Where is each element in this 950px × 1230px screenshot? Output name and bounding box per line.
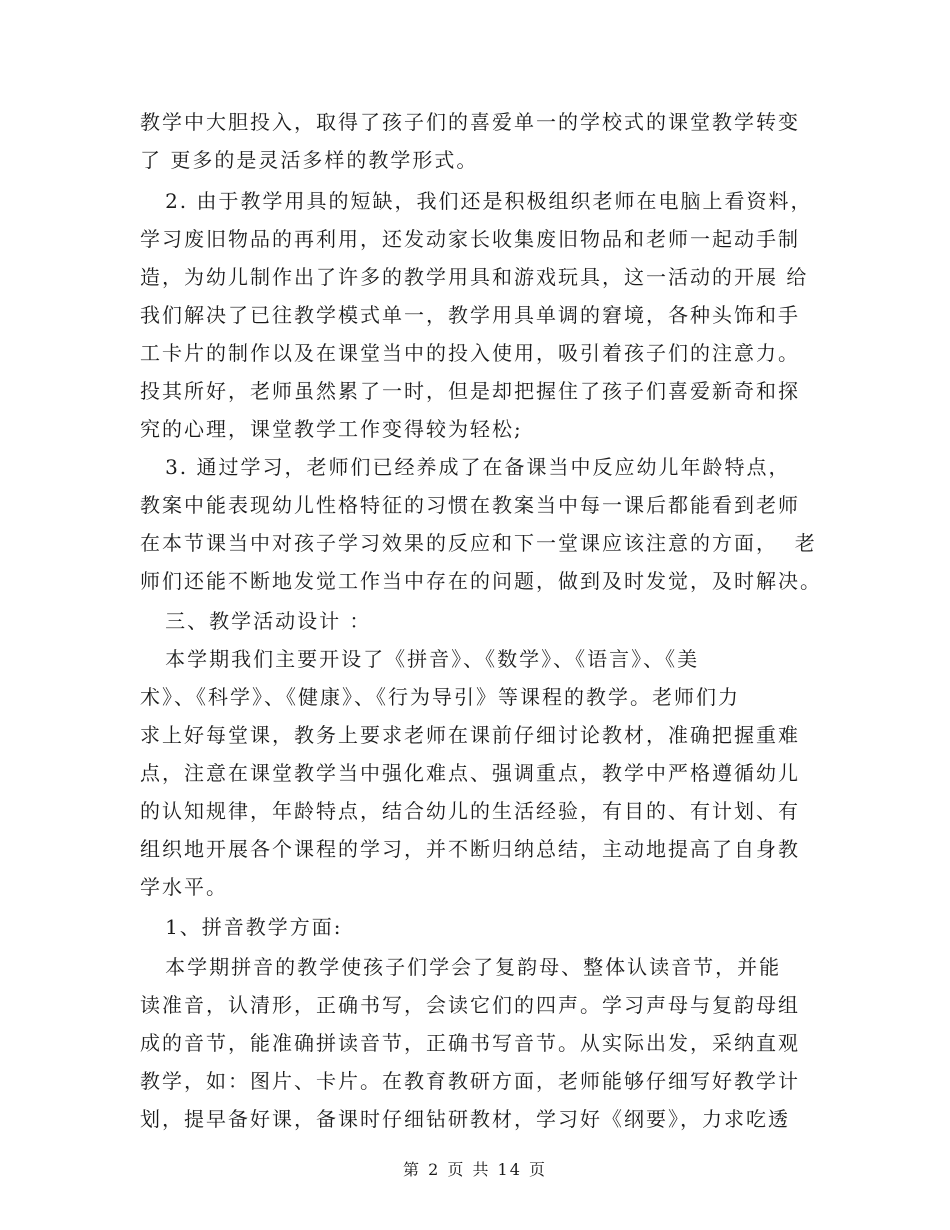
text-line: 了 更多的是灵活多样的教学形式。 [140, 148, 479, 172]
text-line: 在本节课当中对孩子学习效果的反应和下一堂课应该注意的方面， 老 [140, 531, 817, 555]
text-line: 投其所好，老师虽然累了一时，但是却把握住了孩子们喜爱新奇和探 [140, 379, 800, 403]
text-line: 学习废旧物品的再利用，还发动家长收集废旧物品和老师一起动手制 [140, 227, 800, 251]
text-line: 的认知规律，年龄特点，结合幼儿的生活经验，有目的、有计划、有 [140, 799, 800, 823]
text-line: 3. 通过学习，老师们已经养成了在备课当中反应幼儿年龄特点， [140, 455, 791, 479]
text-line: 求上好每堂课，教务上要求老师在课前仔细讨论教材，准确把握重难 [140, 723, 800, 747]
text-line: 工卡片的制作以及在课堂当中的投入使用，吸引着孩子们的注意力。 [140, 341, 800, 365]
text-line: 教学中大胆投入，取得了孩子们的喜爱单一的学校式的课堂教学转变 [140, 110, 800, 134]
section-heading: 三、教学活动设计 ： [140, 609, 372, 633]
subsection-heading: 1、拼音教学方面: [140, 915, 343, 939]
text-line: 读准音，认清形，正确书写，会读它们的四声。学习声母与复韵母组 [140, 993, 800, 1017]
text-line: 究的心理，课堂教学工作变得较为轻松; [140, 417, 523, 441]
text-line: 师们还能不断地发觉工作当中存在的问题，做到及时发觉，及时解决。 [140, 569, 822, 593]
text-line: 2. 由于教学用具的短缺，我们还是积极组织老师在电脑上看资料， [140, 189, 813, 213]
text-line: 教学，如：图片、卡片。在教育教研方面，老师能够仔细写好教学计 [140, 1069, 800, 1093]
text-line: 本学期我们主要开设了《拼音》、《数学》、《语言》、《美 [140, 647, 700, 671]
text-line: 本学期拼音的教学使孩子们学会了复韵母、整体认读音节，并能 [140, 955, 782, 979]
text-line: 划，提早备好课，备课时仔细钻研教材，学习好《纲要》，力求吃透 [140, 1107, 790, 1131]
text-line: 术》、《科学》、《健康》、《行为导引》等课程的教学。老师们力 [140, 685, 740, 709]
text-line: 学水平。 [140, 875, 228, 899]
text-line: 点，注意在课堂教学当中强化难点、强调重点，教学中严格遵循幼儿 [140, 761, 800, 785]
text-line: 造，为幼儿制作出了许多的教学用具和游戏玩具，这一活动的开展 给 [140, 265, 809, 289]
page-number-footer: 第 2 页 共 14 页 [403, 1160, 547, 1179]
text-line: 教案中能表现幼儿性格特征的习惯在教案当中每一课后都能看到老师 [140, 493, 800, 517]
text-line: 我们解决了已往教学模式单一，教学用具单调的窘境，各种头饰和手 [140, 303, 800, 327]
text-line: 组织地开展各个课程的学习，并不断归纳总结，主动地提高了自身教 [140, 837, 800, 861]
text-line: 成的音节，能准确拼读音节，正确书写音节。从实际出发，采纳直观 [140, 1031, 800, 1055]
